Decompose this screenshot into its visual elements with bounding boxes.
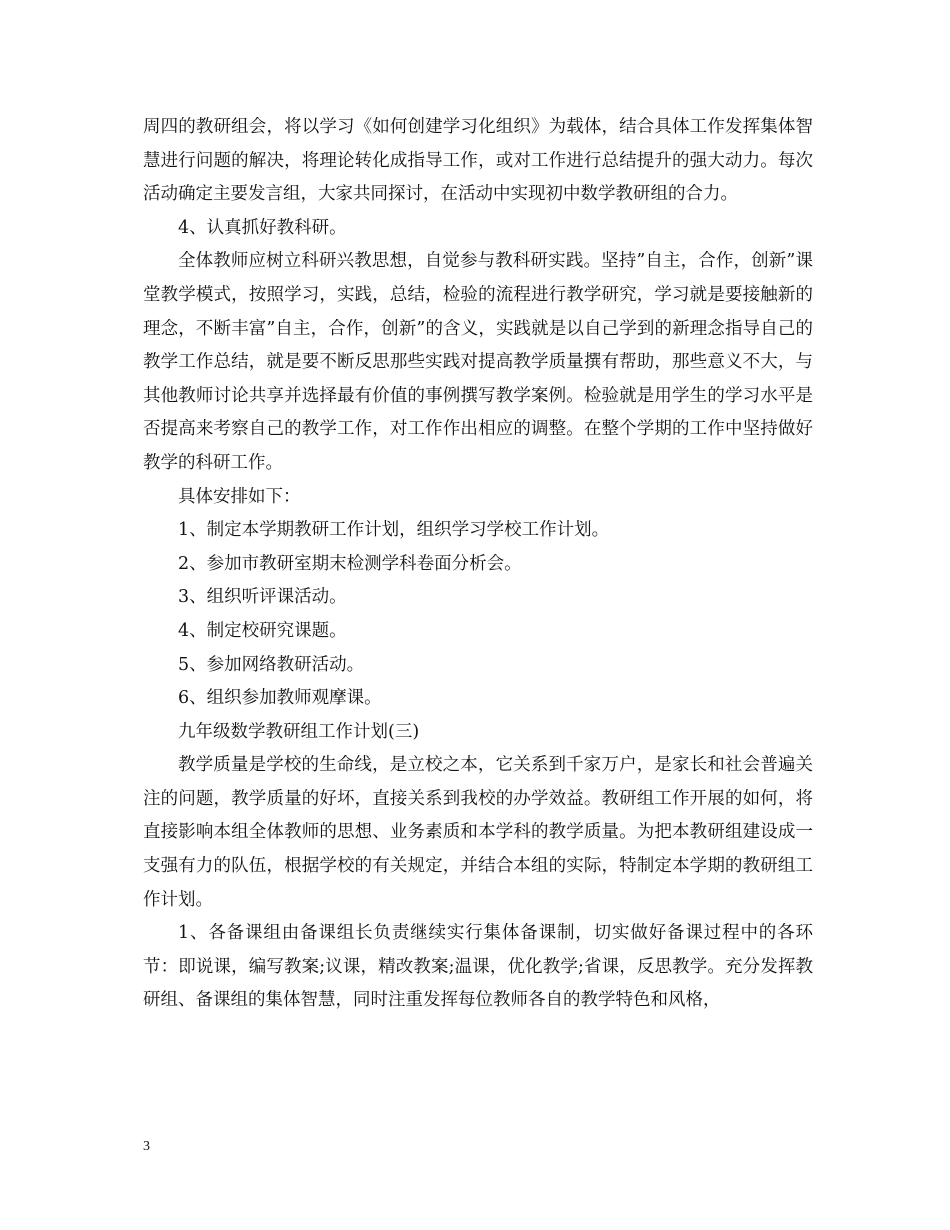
paragraph: 2、参加市教研室期末检测学科卷面分析会。	[178, 553, 522, 574]
paragraph: 5、参加网络教研活动。	[178, 654, 365, 675]
paragraph: 教学质量是学校的生命线，是立校之本，它关系到千家万户，是家长和社会普遍关注的问题，教学质量的好坏，直接关系到我校的办学效益。教研组工作开展的如何，将直接影响本组全体教师的思想、业务素质和本学科的教学质量。为把本教研组建设成一支强有力的队伍，根据学校的有关规定，并结合本组的实际，特制定本学期的教研组工作计划。	[143, 755, 813, 910]
paragraph: 全体教师应树立科研兴教思想，自觉参与教科研实践。坚持”自主，合作，创新”课堂教学模式，按照学习，实践，总结，检验的流程进行教学研究，学习就是要接触新的理念，不断丰富”自主，合作，创新”的含义，实践就是以自己学到的新理念指导自己的教学工作总结，就是要不断反思那些实践对提高教学质量撰有帮助，那些意义不大，与其他教师讨论共享并选择最有价值的事例撰写教学案例。检验就是用学生的学习水平是否提高来考察自己的教学工作，对工作作出相应的调整。在整个学期的工作中坚持做好教学的科研工作。	[143, 251, 813, 473]
paragraph: 3、组织听评课活动。	[178, 587, 347, 608]
paragraph: 1、各备课组由备课组长负责继续实行集体备课制，切实做好备课过程中的各环节：即说课，编写教案;议课，精改教案;温课，优化教学;省课，反思教学。充分发挥教研组、备课组的集体智慧，同时注重发挥每位教师各自的教学特色和风格，	[143, 923, 813, 1011]
paragraph: 具体安排如下：	[178, 486, 301, 507]
paragraph: 周四的教研组会，将以学习《如何创建学习化组织》为载体，结合具体工作发挥集体智慧进行问题的解决，将理论转化成指导工作，或对工作进行总结提升的强大动力。每次活动确定主要发言组，大家共同探讨，在活动中实现初中数学教研组的合力。	[143, 117, 813, 205]
paragraph: 4、认真抓好教科研。	[178, 217, 347, 238]
page-number: 3	[143, 1139, 150, 1154]
paragraph: 九年级数学教研组工作计划(三)	[178, 721, 420, 742]
paragraph: 4、制定校研究课题。	[178, 620, 347, 641]
document-body	[143, 111, 813, 1018]
paragraph: 6、组织参加教师观摩课。	[178, 688, 382, 709]
paragraph: 1、制定本学期教研工作计划，组织学习学校工作计划。	[178, 520, 610, 541]
